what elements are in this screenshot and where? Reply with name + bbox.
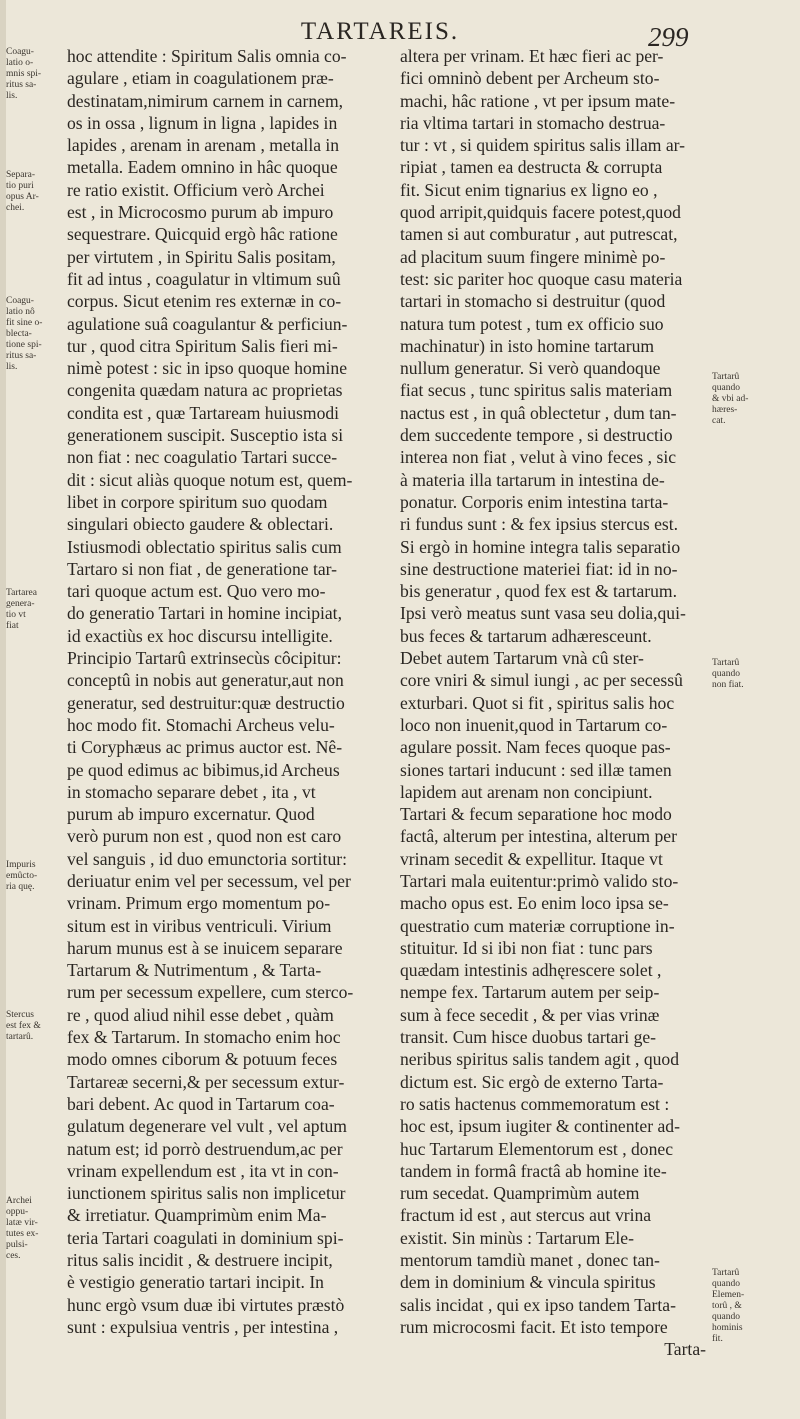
text-line: lapidem aut arenam non concipiunt. [400, 781, 653, 802]
text-line: fractum id est , aut stercus aut vrina [400, 1205, 652, 1226]
text-line: quod arripit,quidquis facere potest,quod [400, 202, 681, 223]
text-line: modo omnes ciborum & potuum feces [67, 1049, 338, 1070]
text-line: bis generatur , quod fex est & tartarum. [400, 581, 678, 602]
text-line: nempe fex. Tartarum autem per seip- [400, 982, 660, 1003]
text-line: Tartaro si non fiat , de generatione tar- [67, 558, 338, 579]
margin-note-right: Tartarû quando Elemen- torû , & quando hominis fit. [712, 1268, 745, 1344]
margin-note-left: Tartarea genera- tio vt fiat [6, 588, 37, 631]
text-line: Tartari mala euitentur:primò valido sto- [400, 870, 679, 891]
text-line: tamen si aut comburatur , aut putrescat, [400, 224, 678, 245]
text-line: sunt : expulsiua ventris , per intestina , [67, 1316, 339, 1337]
text-line: natum est; id porrò destruendum,ac per [67, 1138, 343, 1159]
text-line: dem in dominium & vincula spiritus [400, 1272, 656, 1293]
text-line: ripiat , tamen ea destructa & corrupta [400, 157, 663, 178]
text-line: agulare possit. Nam feces quoque pas- [400, 737, 671, 758]
text-line: iunctionem spiritus salis non implicetur [67, 1183, 346, 1204]
text-line: loco non inuenit,quod in Tartarum co- [400, 714, 668, 735]
running-title: TARTAREIS. [300, 18, 460, 45]
text-line: tur , quod citra Spiritum Salis fieri mi- [67, 335, 338, 356]
text-line: huc Tartarum Elementorum est , donec [400, 1138, 674, 1159]
text-line: tartari in stomacho si destruitur (quod [400, 291, 666, 312]
text-line: re ratio existit. Officium verò Archei [67, 179, 325, 200]
text-line: in stomacho separare debet , ita , vt [67, 781, 316, 802]
text-line: questratio cum materiæ corruptione in- [400, 915, 675, 936]
text-line: pe quod edimus ac bibimus,id Archeus [67, 759, 340, 780]
margin-note-left: Coagu- latio nô fit sine o- blecta- tione spi- ritus sa- lis. [6, 296, 43, 372]
text-line: re , quod aliud nihil esse debet , quàm [67, 1004, 334, 1025]
text-line: fit ad intus , coagulatur in vltimum suû [67, 268, 341, 289]
text-line: ria vltima tartari in stomacho destrua- [400, 112, 666, 133]
text-line: teria Tartari coagulati in dominium spi- [67, 1227, 344, 1248]
text-line: lapides , arenam in arenam , metalla in [67, 135, 340, 156]
text-line: tandem in formâ fractâ ab homine ite- [400, 1160, 667, 1181]
text-line: hoc attendite : Spiritum Salis omnia co- [67, 46, 347, 66]
text-line: ritus salis incidit , & destruere incipit, [67, 1250, 333, 1271]
text-line: Tartarum & Nutrimentum , & Tarta- [67, 960, 322, 981]
text-line: destinatam,nimirum carnem in carnem, [67, 90, 344, 111]
text-line: fex & Tartarum. In stomacho enim hoc [67, 1027, 341, 1048]
text-line: metalla. Eadem omnino in hâc quoque [67, 157, 338, 178]
text-line: vrinam expellendum est , ita vt in con- [67, 1160, 339, 1181]
text-line: dem succedente tempore , si destructio [400, 425, 673, 446]
text-line: vel sanguis , id duo emunctoria sortitur: [67, 848, 347, 869]
text-line: ti Coryphæus ac primus auctor est. Nê- [67, 737, 343, 758]
text-line: generationem suscipit. Susceptio ista si [67, 425, 344, 446]
text-line: ri fundus sunt : & fex ipsius stercus est. [400, 514, 679, 535]
text-line: sine destructione materiei fiat: id in no- [400, 558, 678, 579]
text-line: bus feces & tartarum adhæresceunt. [400, 625, 652, 646]
text-line: tur : vt , si quidem spiritus salis illam ar- [400, 135, 686, 156]
text-line: gulatum degenerare vel vult , vel aptum [67, 1116, 347, 1137]
page-number: 299 [648, 22, 689, 52]
text-line: Tarta- [664, 1339, 706, 1360]
text-line: core vniri & simul iungi , ac per secessû [400, 670, 683, 691]
text-line: fici omninò debent per Archeum sto- [400, 68, 660, 89]
text-line: non fiat : nec coagulatio Tartari succe- [67, 447, 338, 468]
text-line: macho opus est. Eo enim loco ipsa se- [400, 893, 669, 914]
text-line: libet in corpore spiritum suo quodam [67, 491, 328, 512]
text-line: neribus spiritus salis tandem agit , quod [400, 1049, 680, 1070]
text-line: dit : sicut aliàs quoque notum est, quem- [67, 469, 353, 490]
text-line: Tartari & fecum separatione hoc modo [400, 804, 672, 825]
text-line: Tartareæ secerni,& per secessum extur- [67, 1071, 345, 1092]
margin-note-left: Coagu- latio o- mnis spi- ritus sa- lis. [6, 47, 42, 101]
text-line: sequestrare. Quicquid ergò hâc ratione [67, 224, 338, 245]
text-line: à materia illa tartarum in intestina de- [400, 469, 665, 490]
text-line: singulari obiecto gaudere & oblectari. [67, 514, 334, 535]
text-line: bari debent. Ac quod in Tartarum coa- [67, 1093, 335, 1114]
text-line: corpus. Sicut etenim res externæ in co- [67, 291, 342, 312]
text-line: verò purum non est , quod non est caro [67, 826, 342, 847]
margin-note-right: Tartarû quando & vbi ad- hæres- cat. [712, 372, 749, 426]
text-line: Ipsi verò meatus sunt vasa seu dolia,qui- [400, 603, 686, 624]
text-line: condita est , quæ Tartaream huiusmodi [67, 402, 340, 423]
text-line: machinatur) in isto homine tartarum [400, 335, 655, 356]
text-line: interea non fiat , velut à vino feces , sic [400, 447, 677, 468]
text-line: rum microcosmi facit. Et isto tempore [400, 1316, 668, 1337]
margin-note-left: Separa- tio puri opus Ar- chei. [6, 170, 39, 213]
text-line: hoc est, ipsum iugiter & continenter ad- [400, 1116, 680, 1137]
text-line: Si ergò in homine integra talis separatio [400, 536, 681, 557]
text-line: vrinam. Primum ergo momentum po- [67, 893, 331, 914]
text-line: fit. Sicut enim tignarius ex ligno eo , [400, 179, 658, 200]
text-line: conceptû in nobis aut generatur,aut non [67, 670, 344, 691]
text-line: dictum est. Sic ergò de externo Tarta- [400, 1071, 664, 1092]
text-line: agulare , etiam in coagulationem præ- [67, 68, 334, 89]
right-text-column [400, 45, 708, 1361]
text-line: Debet autem Tartarum vnà cû ster- [400, 648, 644, 669]
text-line: per virtutem , in Spiritu Salis positam, [67, 246, 336, 267]
text-line: rum per secessum expellere, cum sterco- [67, 982, 354, 1003]
text-line: fiat secus , tunc spiritus salis materiam [400, 380, 673, 401]
margin-note-left: Stercus est fex & tartarû. [6, 1010, 41, 1042]
text-line: natura tum potest , tum ex officio suo [400, 313, 664, 334]
text-line: generatur, sed destruitur:quæ destructio [67, 692, 345, 713]
text-line: sum à fece secedit , & per vias vrinæ [400, 1004, 660, 1025]
margin-note-right: Tartarû quando non fiat. [712, 658, 744, 690]
text-line: existit. Sin minùs : Tartarum Ele- [400, 1227, 634, 1248]
margin-note-left: Archei oppu- latæ vir- tutes ex- pulsi- ces. [6, 1196, 39, 1261]
text-line: quædam intestinis adhęrescere solet , [400, 960, 662, 981]
text-line: stituitur. Id si ibi non fiat : tunc pars [400, 937, 653, 958]
text-line: Istiusmodi oblectatio spiritus salis cum [67, 536, 342, 557]
text-line: ro satis hactenus commemoratum est : [400, 1093, 670, 1114]
text-line: deriuatur enim vel per secessum, vel per [67, 870, 351, 891]
text-line: os in ossa , lignum in ligna , lapides in [67, 112, 338, 133]
text-line: tari quoque actum est. Quo vero mo- [67, 581, 326, 602]
text-line: hunc ergò vsum duæ ibi virtutes præstò [67, 1294, 345, 1315]
text-line: purum ab impuro excernatur. Quod [67, 804, 315, 825]
text-line: mentorum tamdiù manet , donec tan- [400, 1250, 660, 1271]
text-line: test: sic pariter hoc quoque casu materia [400, 268, 683, 289]
text-line: exturbari. Quot si fit , spiritus salis hoc [400, 692, 675, 713]
margin-note-left: Impuris emûcto- ria quę. [6, 860, 38, 892]
text-line: congenita quædam natura ac proprietas [67, 380, 343, 401]
text-line: altera per vrinam. Et hæc fieri ac per- [400, 46, 664, 66]
text-line: & irretiatur. Quamprimùm enim Ma- [67, 1205, 327, 1226]
text-line: vrinam secedit & expellitur. Itaque vt [400, 848, 663, 869]
text-line: ponatur. Corporis enim intestina tarta- [400, 491, 669, 512]
text-line: nullum generatur. Si verò quandoque [400, 358, 661, 379]
text-line: est , in Microcosmo purum ab impuro [67, 202, 334, 223]
text-line: do generatio Tartari in homine incipiat, [67, 603, 342, 624]
text-line: siones tartari inducunt : sed illæ tamen [400, 759, 672, 780]
text-line: id exactiùs ex hoc discursu intelligite. [67, 625, 333, 646]
text-line: nactus est , in quâ oblectetur , dum tan- [400, 402, 677, 423]
text-line: factâ, alterum per intestina, alterum per [400, 826, 677, 847]
text-line: ad placitum suum fingere minimè po- [400, 246, 666, 267]
text-line: nimè potest : sic in ipso quoque homine [67, 358, 348, 379]
text-line: harum munus est à se inuicem separare [67, 937, 343, 958]
text-line: agulatione suâ coagulantur & perficiun- [67, 313, 348, 334]
text-line: Principio Tartarû extrinsecùs côcipitur: [67, 648, 342, 669]
text-line: hoc modo fit. Stomachi Archeus velu- [67, 714, 335, 735]
text-line: transit. Cum hisce duobus tartari ge- [400, 1027, 657, 1048]
left-text-column [67, 45, 375, 1338]
text-line: rum secedat. Quamprimùm autem [400, 1183, 640, 1204]
text-line: machi, hâc ratione , vt per ipsum mate- [400, 90, 676, 111]
text-line: salis incidat , qui ex ipso tandem Tarta- [400, 1294, 676, 1315]
text-line: è vestigio generatio tartari incipit. In [67, 1272, 324, 1293]
text-line: situm est in viribus ventriculi. Virium [67, 915, 332, 936]
